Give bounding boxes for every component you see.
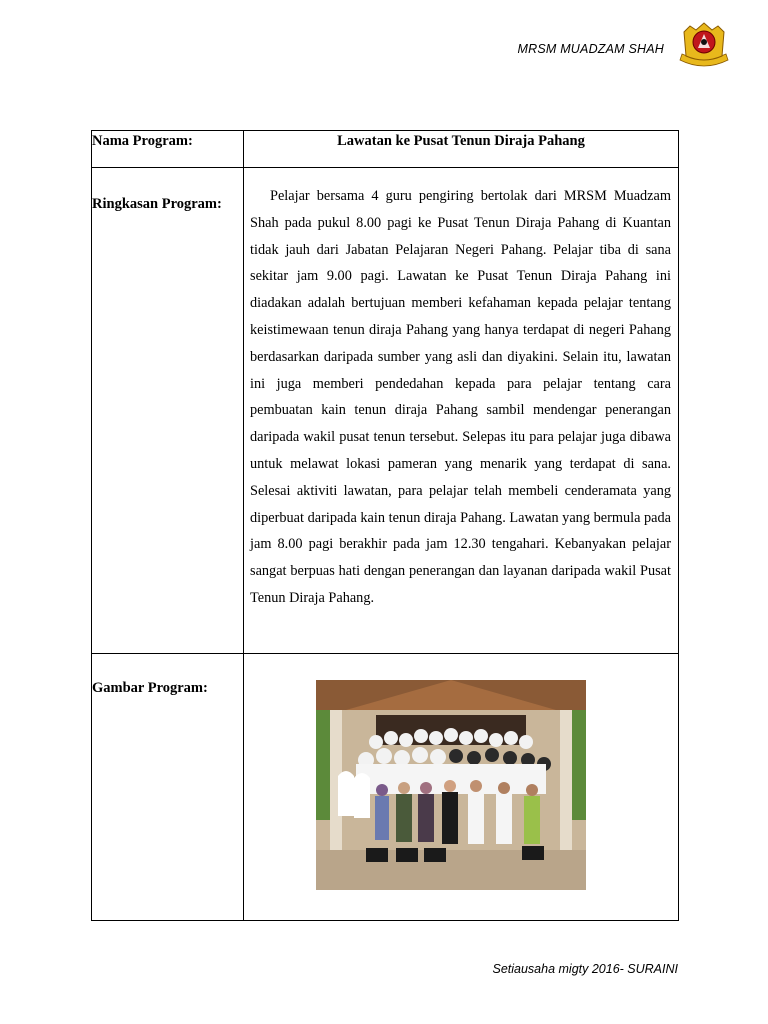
group-photo-image [316, 680, 586, 890]
school-crest-icon [676, 20, 732, 70]
program-summary-text: Pelajar bersama 4 guru pengiring bertolak dari MRSM Muadzam Shah pada pukul 8.00 pagi ke Pusat Tenun Diraja Pahang di Kuantan tidak jauh dari Jabatan Pelajaran Negeri Pahang. Pelajar tiba di sana sekitar jam 9.00 pagi. Lawatan ke Pusat Tenun Diraja Pahang ini diadakan adalah bertujuan memberi kefahaman kepada pelajar tentang keistimewaan tenun diraja Pahang yang hanya terdapat di negeri Pahang berdasarkan daripada sumber yang asli dan diyakini. Selain itu, lawatan ini juga memberi pendedahan kepada para pelajar tentang cara pembuatan kain tenun diraja Pahang sambil mendengar penerangan daripada wakil pusat tenun tersebut. Selepas itu para pelajar juga dibawa untuk melawat lokasi pameran yang menarik yang terdapat di sana. Selesai aktiviti lawatan, para pelajar telah membeli cenderamata yang diperbuat daripada kain tenun diraja Pahang. Lawatan yang bermula pada jam 8.00 pagi berakhir pada jam 12.30 tengahari. Kebanyakan pelajar sangat berpuas hati dengan penerangan dan layanan daripada wakil Pusat Tenun Diraja Pahang. [250, 188, 671, 606]
program-name-row [92, 131, 679, 168]
program-name-value: Lawatan ke Pusat Tenun Diraja Pahang [244, 131, 679, 168]
program-summary-label: Ringkasan Program: [92, 168, 244, 654]
program-summary-row [92, 168, 679, 654]
program-report-table [91, 130, 679, 921]
program-photo-label: Gambar Program: [92, 654, 244, 921]
school-name-header: MRSM MUADZAM SHAH [517, 42, 664, 56]
secretary-footer: Setiausaha migty 2016- SURAINI [492, 962, 678, 976]
program-summary-cell [244, 168, 679, 654]
program-photo-row [92, 654, 679, 921]
program-name-label: Nama Program: [92, 131, 244, 168]
program-photo-cell [244, 654, 679, 921]
